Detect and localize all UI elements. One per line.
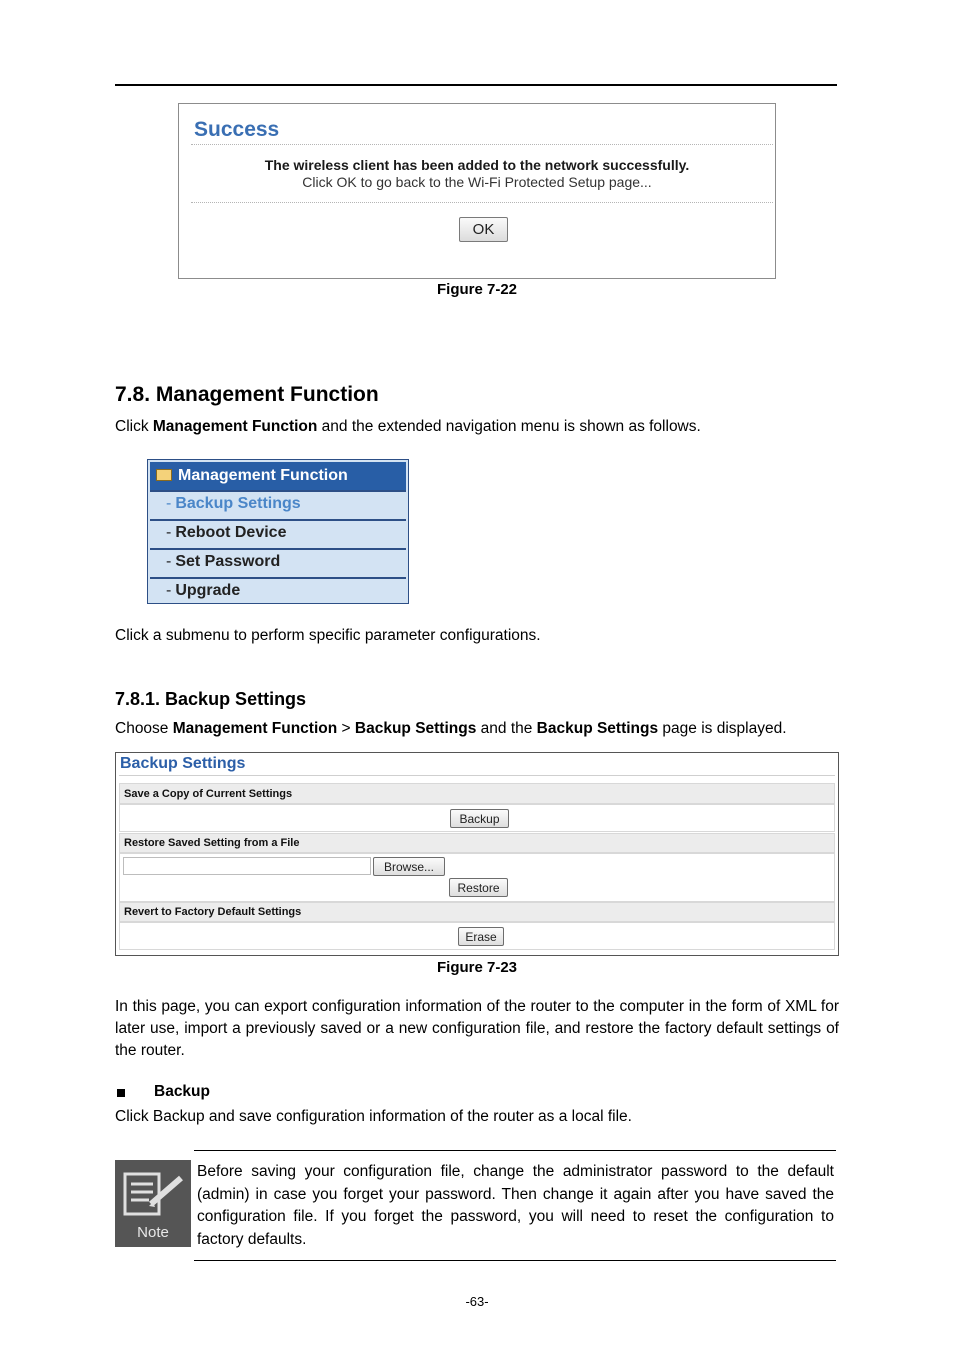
- bold-text: Backup Settings: [536, 720, 659, 737]
- dash: -: [166, 524, 172, 541]
- after-menu-paragraph: Click a submenu to perform specific parameter configurations.: [115, 627, 541, 644]
- square-bullet-icon: [117, 1089, 125, 1097]
- section-heading: 7.8. Management Function: [115, 383, 379, 406]
- dash: -: [166, 553, 172, 570]
- dotted-divider: [191, 202, 773, 203]
- figure-caption: Figure 7-23: [436, 959, 518, 976]
- revert-section-heading: [119, 902, 835, 922]
- text: >: [337, 720, 355, 737]
- revert-section-body: [119, 922, 835, 950]
- bullet-paragraph: Click Backup and save configuration information of the router as a local file.: [115, 1108, 632, 1125]
- menu-item-set-password[interactable]: [150, 548, 406, 574]
- menu-item-label: Set Password: [175, 553, 281, 570]
- ok-button[interactable]: OK: [459, 217, 508, 242]
- panel-title: Backup Settings: [120, 755, 246, 772]
- save-section-body: [119, 804, 835, 832]
- text: and the: [476, 720, 537, 737]
- menu-item-upgrade[interactable]: [150, 577, 406, 603]
- bold-text: Backup Settings: [354, 720, 477, 737]
- bullet-title: Backup: [154, 1083, 210, 1100]
- menu-header[interactable]: [150, 462, 406, 490]
- divider: [119, 775, 835, 776]
- section-label: Restore Saved Setting from a File: [124, 837, 300, 849]
- intro-text: and the extended navigation menu is shown as follows.: [317, 418, 701, 435]
- success-message: The wireless client has been added to the network successfully.: [264, 157, 690, 173]
- page-number: -63-: [465, 1294, 489, 1309]
- restore-button[interactable]: Restore: [449, 878, 508, 897]
- management-nav-menu: [147, 459, 409, 604]
- subsection-heading: 7.8.1. Backup Settings: [115, 689, 307, 709]
- text: Choose: [115, 720, 173, 737]
- note-label: Note: [137, 1224, 169, 1241]
- intro-bold: Management Function: [152, 418, 318, 435]
- success-submessage: Click OK to go back to the Wi-Fi Protected Setup page...: [302, 174, 652, 190]
- save-section-heading: [119, 783, 835, 804]
- text: page is displayed.: [658, 720, 787, 737]
- section-label: Save a Copy of Current Settings: [124, 787, 293, 800]
- success-dialog: [178, 103, 776, 279]
- note-bottom-rule: [194, 1260, 836, 1261]
- section-label: Revert to Factory Default Settings: [124, 906, 302, 918]
- erase-button[interactable]: Erase: [458, 927, 504, 946]
- backup-settings-panel: [115, 752, 839, 956]
- menu-item-reboot-device[interactable]: [150, 519, 406, 545]
- menu-item-label: Reboot Device: [175, 524, 287, 541]
- notepad-pencil-icon: [115, 1160, 191, 1220]
- dash: -: [166, 582, 172, 599]
- note-top-rule: [194, 1150, 836, 1151]
- note-text: Before saving your configuration file, change the administrator password to the default (admin) in case you forget your password. Then change it again after you have saved the configuration file. If you forget the password, you will need to reset the configuration to factory defaults.: [197, 1163, 834, 1248]
- header-rule: [115, 84, 837, 86]
- note-icon: [115, 1160, 191, 1247]
- menu-item-label: Upgrade: [175, 582, 241, 599]
- dash: -: [166, 495, 172, 512]
- intro-paragraph: [115, 416, 701, 438]
- backup-button[interactable]: Backup: [450, 809, 509, 828]
- description-paragraph: In this page, you can export configuration information of the router to the computer in the form of XML for later use, import a previously saved or a new configuration file, and restore the factory default settings of the router.: [115, 998, 839, 1059]
- choose-paragraph: [115, 718, 787, 740]
- menu-header-label: Management Function: [178, 467, 348, 484]
- success-title: Success: [194, 118, 280, 141]
- file-path-input[interactable]: [123, 857, 371, 875]
- restore-section-heading: [119, 833, 835, 853]
- bold-text: Management Function: [172, 720, 338, 737]
- dotted-divider: [191, 144, 773, 145]
- figure-caption: Figure 7-22: [436, 281, 518, 298]
- intro-text: Click: [115, 418, 153, 435]
- menu-item-label: Backup Settings: [175, 495, 301, 512]
- menu-item-backup-settings[interactable]: [150, 490, 406, 516]
- browse-button[interactable]: Browse...: [373, 857, 445, 876]
- folder-icon: [156, 469, 172, 481]
